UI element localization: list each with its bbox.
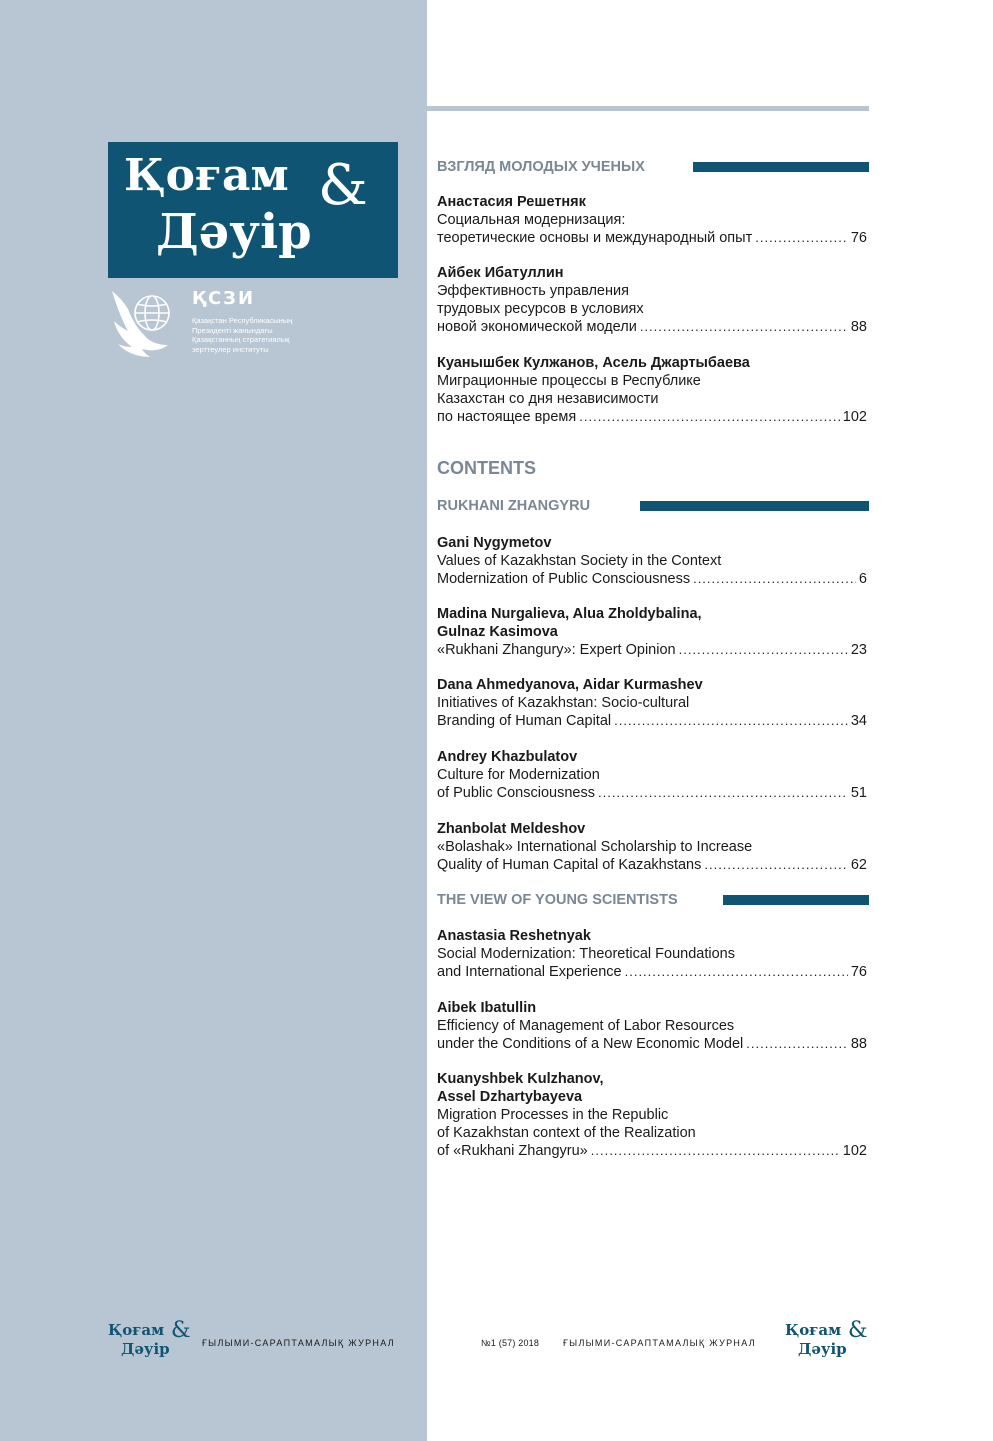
page-number: 34: [850, 713, 867, 729]
page-number: 6: [858, 571, 867, 587]
journal-label-left: ҒЫЛЫМИ-САРАПТАМАЛЫҚ ЖУРНАЛ: [202, 1338, 395, 1348]
entry-title-text: Quality of Human Capital of Kazakhstans: [437, 857, 702, 873]
toc-entry[interactable]: [437, 605, 867, 659]
section-bar: [693, 162, 869, 172]
entry-title-text: Modernization of Public Consciousness: [437, 571, 691, 587]
top-divider: [427, 106, 869, 111]
entry-author: Madina Nurgalieva, Alua Zholdybalina,: [437, 606, 702, 622]
entry-author: Zhanbolat Meldeshov: [437, 821, 586, 837]
entry-title-line: of Kazakhstan context of the Realization: [437, 1125, 696, 1141]
entry-author: Andrey Khazbulatov: [437, 749, 578, 765]
entry-title-last-line: [437, 1142, 867, 1160]
entry-title-text: of Public Consciousness: [437, 785, 595, 801]
entry-title-text: Branding of Human Capital: [437, 713, 612, 729]
institute-name-line: Қазақстан Республикасының: [192, 316, 293, 325]
leader-dots: [598, 784, 848, 802]
section-title: THE VIEW OF YOUNG SCIENTISTS: [437, 892, 678, 908]
toc-entry[interactable]: [437, 748, 867, 802]
entry-title-line: Initiatives of Kazakhstan: Socio-cultural: [437, 695, 690, 711]
toc-entry[interactable]: [437, 354, 867, 426]
entry-title-text: теоретические основы и международный опыт: [437, 230, 753, 246]
entry-title-last-line: [437, 712, 867, 730]
entry-title-last-line: [437, 784, 867, 802]
section-bar: [723, 895, 869, 905]
page-number: 102: [842, 409, 867, 425]
eagle-globe-icon: [106, 287, 182, 363]
footer-logo-line-2: Дәуір: [798, 1340, 847, 1358]
page-number: 62: [850, 857, 867, 873]
toc-entry[interactable]: [437, 1070, 867, 1160]
page-number: 76: [850, 964, 867, 980]
entry-title-last-line: [437, 641, 867, 659]
section-bar: [640, 501, 869, 511]
entry-author: Айбек Ибатуллин: [437, 265, 564, 281]
entry-title-last-line: [437, 856, 867, 874]
footer-logo-ampersand: &: [171, 1318, 191, 1343]
toc-entry[interactable]: [437, 264, 867, 336]
leader-dots: [614, 712, 848, 730]
entry-author: Gulnaz Kasimova: [437, 624, 558, 640]
leader-dots: [746, 1035, 848, 1053]
toc-entry[interactable]: [437, 534, 867, 588]
entry-title-last-line: [437, 229, 867, 247]
page-number: 23: [850, 642, 867, 658]
institute-name: [192, 316, 362, 354]
logo-line-1: Қоғам: [124, 150, 289, 201]
toc-entry[interactable]: [437, 820, 867, 874]
entry-author: Gani Nygymetov: [437, 535, 552, 551]
entry-title-last-line: [437, 963, 867, 981]
entry-title-line: Migration Processes in the Republic: [437, 1107, 669, 1123]
entry-title-line: «Bolashak» International Scholarship to Increase: [437, 839, 753, 855]
entry-title-text: of «Rukhani Zhangyru»: [437, 1143, 588, 1159]
leader-dots: [704, 856, 848, 874]
entry-author: Aibek Ibatullin: [437, 1000, 537, 1016]
leader-dots: [591, 1142, 840, 1160]
section-header-rukhani: [437, 496, 869, 516]
leader-dots: [693, 570, 856, 588]
entry-author: Kuanyshbek Kulzhanov,: [437, 1071, 604, 1087]
page-number: 51: [850, 785, 867, 801]
toc-entry[interactable]: [437, 999, 867, 1053]
institute-abbreviation: ҚСЗИ: [192, 288, 256, 309]
entry-title-text: and International Experience: [437, 964, 622, 980]
entry-title-line: Социальная модернизация:: [437, 212, 626, 228]
page-number: 102: [842, 1143, 867, 1159]
page-number: 76: [850, 230, 867, 246]
entry-author: Анастасия Решетняк: [437, 194, 586, 210]
entry-author: Dana Ahmedyanova, Aidar Kurmashev: [437, 677, 703, 693]
logo-line-2: Дәуір: [156, 204, 312, 260]
entry-title-line: Efficiency of Management of Labor Resources: [437, 1018, 735, 1034]
entry-title-text: «Rukhani Zhangury»: Expert Opinion: [437, 642, 676, 658]
institute-name-line: Қазақстанның стратегиялық: [192, 335, 290, 344]
entry-title-line: Миграционные процессы в Республике: [437, 373, 701, 389]
entry-title-line: Эффективность управления: [437, 283, 629, 299]
page-number: 88: [850, 1036, 867, 1052]
journal-label-right: ҒЫЛЫМИ-САРАПТАМАЛЫҚ ЖУРНАЛ: [563, 1338, 756, 1348]
footer-logo-line-2: Дәуір: [121, 1340, 170, 1358]
entry-author: Anastasia Reshetnyak: [437, 928, 591, 944]
section-header-ru: [437, 157, 869, 177]
entry-title-last-line: [437, 318, 867, 336]
footer-logo-ampersand: &: [848, 1318, 868, 1343]
entry-title-text: по настоящее время: [437, 409, 577, 425]
entry-author: Куанышбек Кулжанов, Асель Джартыбаева: [437, 355, 750, 371]
toc-entry[interactable]: [437, 676, 867, 730]
page-number: 88: [850, 319, 867, 335]
toc-entry[interactable]: [437, 193, 867, 247]
journal-logo: [108, 142, 398, 278]
entry-title-text: under the Conditions of a New Economic Model: [437, 1036, 744, 1052]
entry-title-line: трудовых ресурсов в условиях: [437, 301, 644, 317]
entry-title-text: новой экономической модели: [437, 319, 637, 335]
section-title: ВЗГЛЯД МОЛОДЫХ УЧЕНЫХ: [437, 159, 645, 175]
leader-dots: [579, 408, 840, 426]
entry-title-line: Казахстан со дня независимости: [437, 391, 659, 407]
leader-dots: [679, 641, 848, 659]
logo-ampersand: &: [318, 153, 368, 218]
contents-heading: CONTENTS: [437, 458, 536, 478]
leader-dots: [625, 963, 848, 981]
footer-logo-line-1: Қоғам: [785, 1321, 842, 1339]
leader-dots: [640, 318, 848, 336]
entry-author: Assel Dzhartybayeva: [437, 1089, 583, 1105]
entry-title-line: Values of Kazakhstan Society in the Context: [437, 553, 722, 569]
section-header-young-scientists: [437, 890, 869, 910]
entry-title-last-line: [437, 408, 867, 426]
institute-name-line: Президенті жанындағы: [192, 325, 273, 335]
issue-number: №1 (57) 2018: [481, 1338, 540, 1348]
leader-dots: [755, 229, 848, 247]
entry-title-last-line: [437, 1035, 867, 1053]
entry-title-line: Social Modernization: Theoretical Foundations: [437, 946, 735, 962]
section-title: RUKHANI ZHANGYRU: [437, 498, 591, 514]
toc-entry[interactable]: [437, 927, 867, 981]
entry-title-last-line: [437, 570, 867, 588]
entry-title-line: Culture for Modernization: [437, 767, 600, 783]
footer-logo-line-1: Қоғам: [108, 1321, 165, 1339]
institute-name-line: зерттеулер институты: [192, 344, 269, 354]
